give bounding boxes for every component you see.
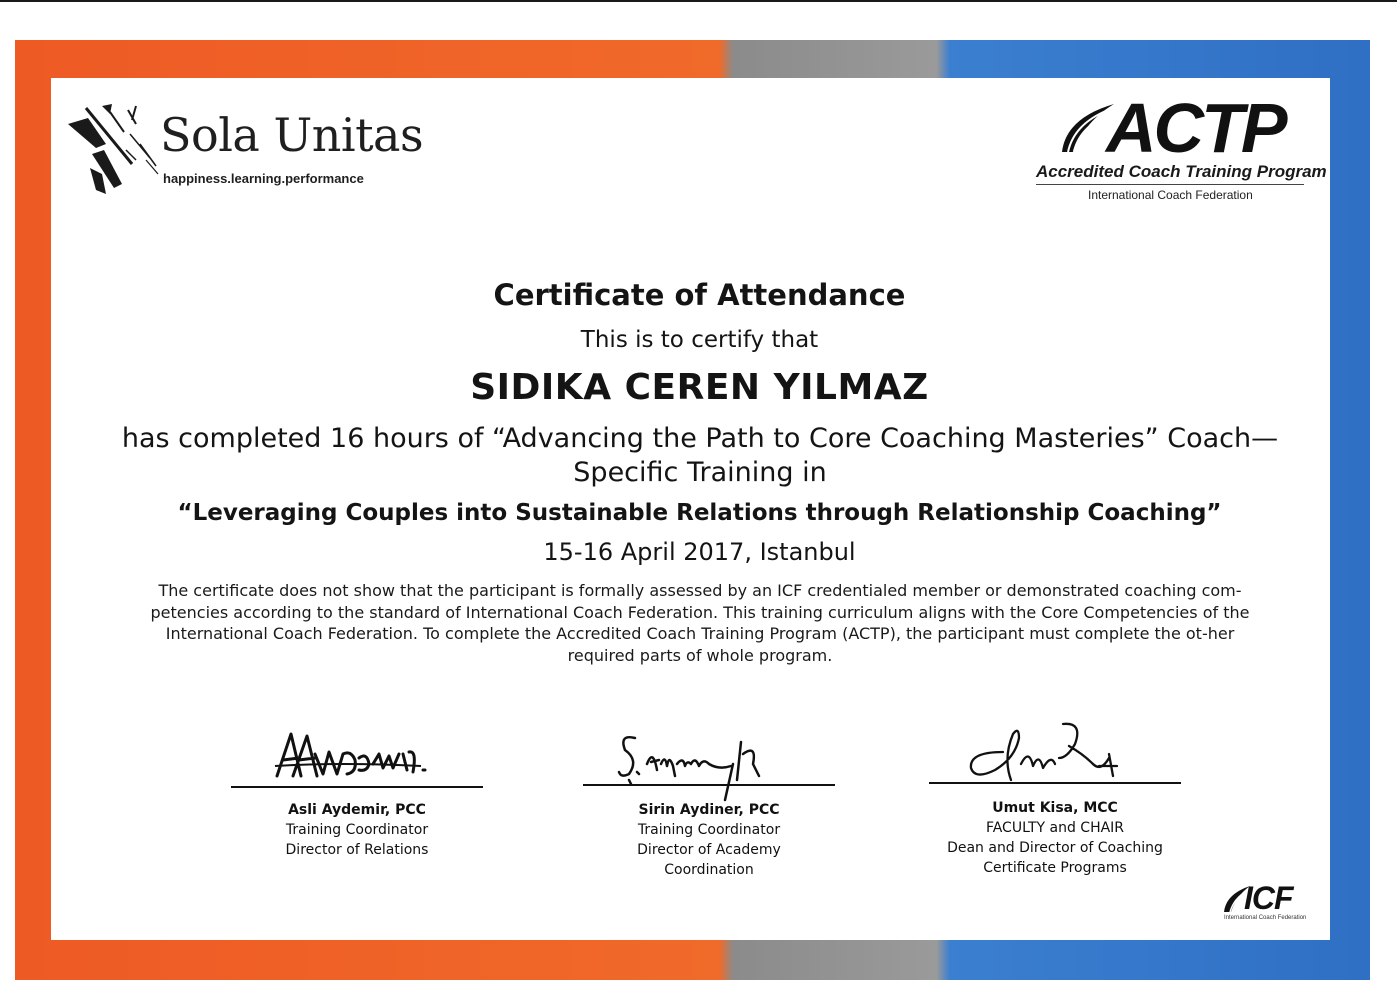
actp-divider: [1036, 184, 1304, 185]
signatory-role: Training Coordinator: [637, 822, 781, 838]
signature-kisa: [959, 718, 1139, 788]
actp-organization: International Coach Federation: [1088, 188, 1253, 202]
signature-aydiner: [613, 724, 783, 804]
scan-edge: [0, 0, 1397, 2]
signature-block-kisa: [929, 718, 1181, 888]
signature-line: [929, 782, 1181, 784]
signatory-role: Certificate Programs: [983, 860, 1127, 876]
sola-unitas-tagline: happiness.learning.performance: [163, 171, 364, 186]
signature-aydemir: [271, 724, 441, 788]
signatory-role: Training Coordinator: [285, 822, 429, 838]
signature-block-aydiner: [583, 720, 835, 890]
sola-unitas-logo: [66, 100, 424, 200]
certificate-title: Certificate of Attendance: [493, 278, 906, 312]
signatory-role: Dean and Director of Coaching: [947, 840, 1163, 856]
actp-logo: [1030, 89, 1327, 207]
certify-line: This is to certify that: [580, 327, 819, 353]
icf-logo: [1222, 882, 1322, 926]
signatory-role: Coordination: [664, 862, 754, 878]
signatory-name: Sirin Aydiner, PCC: [638, 802, 780, 818]
signatory-role: FACULTY and CHAIR: [985, 820, 1125, 836]
signature-line: [583, 784, 835, 786]
signatory-role: Director of Academy: [637, 842, 781, 858]
icf-wordmark: ICF: [1244, 880, 1293, 916]
icf-subtitle: International Coach Federation: [1224, 915, 1307, 921]
program-title: “Leveraging Couples into Sustainable Relations through Relationship Coaching”: [177, 500, 1222, 526]
sola-unitas-name: Sola Unitas: [160, 108, 424, 162]
recipient-name: SIDIKA CEREN YILMAZ: [470, 367, 929, 408]
signatory-role: Director of Relations: [285, 842, 429, 858]
actp-subtitle: Accredited Coach Training Program: [1036, 162, 1327, 181]
signature-block-aydemir: [231, 720, 483, 870]
signature-line: [231, 786, 483, 788]
signatory-name: Umut Kisa, MCC: [992, 800, 1118, 816]
actp-wordmark: ACTP: [1106, 89, 1285, 167]
disclaimer-text: The certificate does not show that the participant is formally assessed by an ICF credentialed member or demonstrated coaching com-petencies according to the standard of International Coach Federation. This training curriculum aligns with the Core Competencies of the International Coach Federation. To complete the Accredited Coach Training Program (ACTP), the participant must complete the ot-her required parts of whole program.: [150, 581, 1250, 665]
completion-statement: has completed 16 hours of “Advancing the Path to Core Coaching Masteries” Coach— Specific Training in: [121, 423, 1279, 488]
training-date: 15-16 April 2017, Istanbul: [543, 538, 856, 566]
signatory-name: Asli Aydemir, PCC: [288, 802, 426, 818]
arrows-icon: [66, 104, 160, 196]
